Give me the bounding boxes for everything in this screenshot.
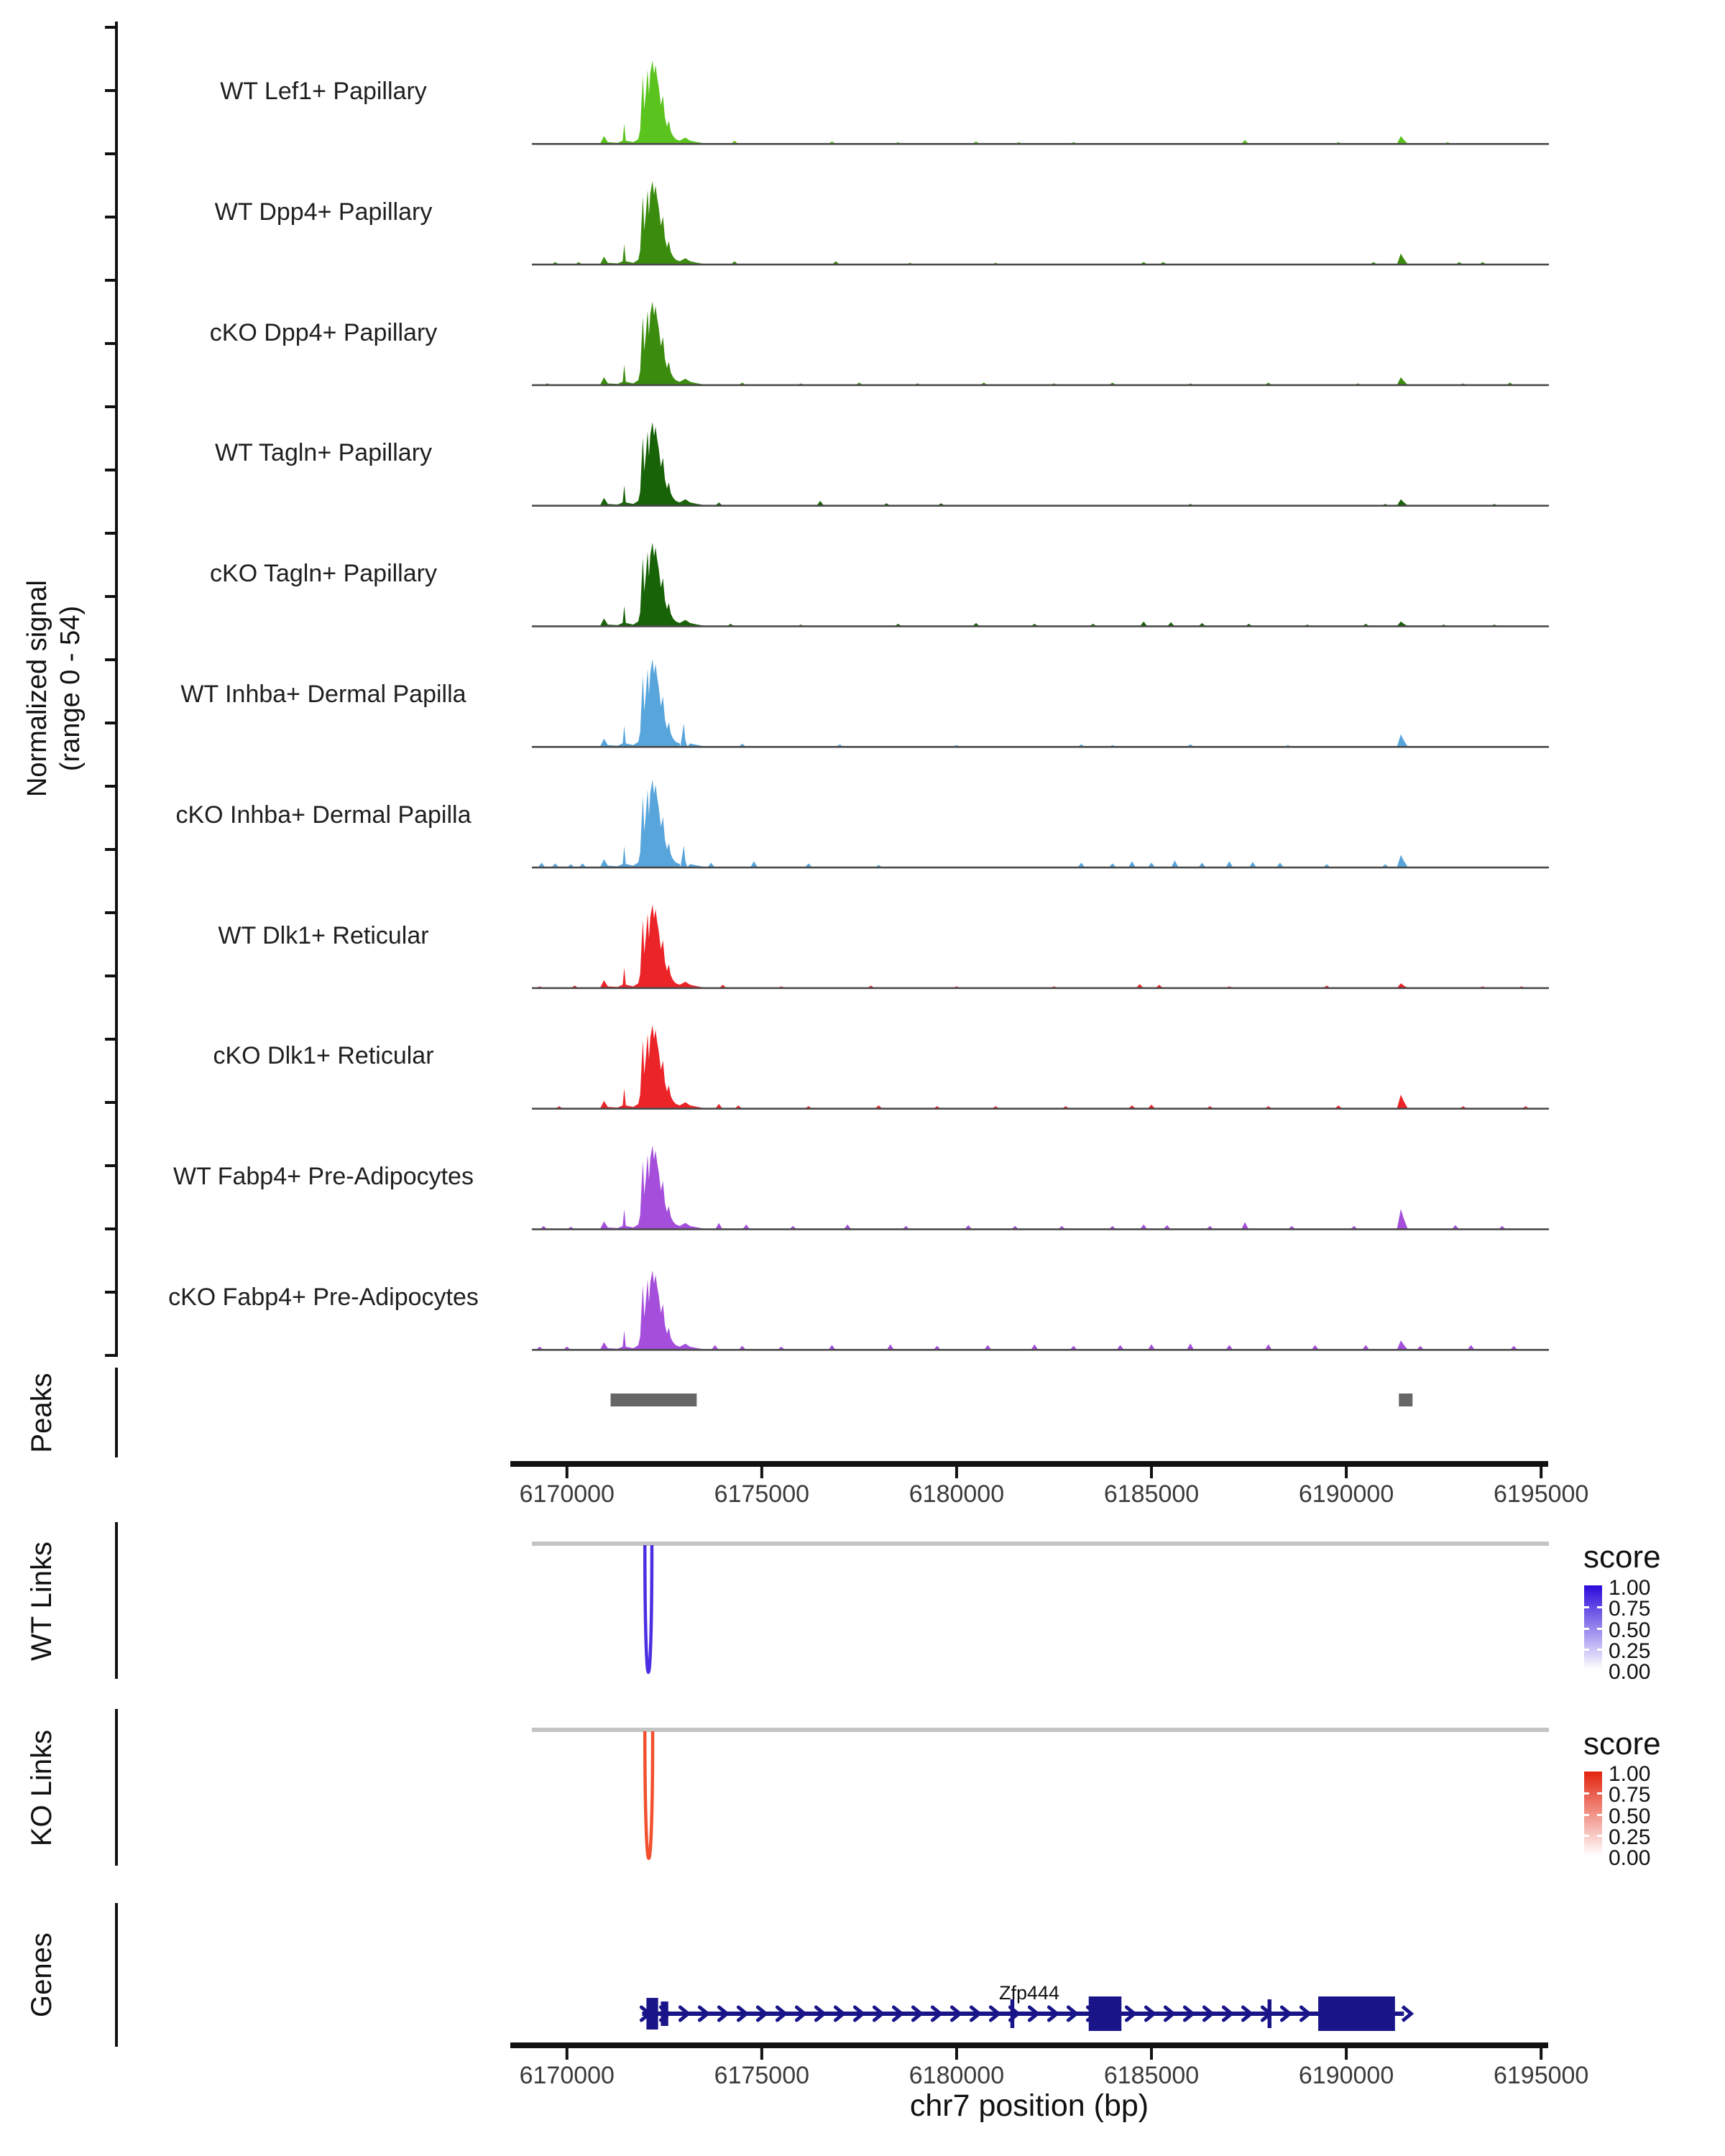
signal-axis-tick — [105, 848, 116, 851]
score-legend-tick — [1584, 1649, 1589, 1651]
signal-axis-tick — [105, 911, 116, 914]
coverage-area-track-9 — [532, 1025, 1549, 1108]
coverage-area-track-3 — [532, 302, 1549, 385]
track-baseline-6 — [532, 746, 1549, 748]
genome-axis-1-tick — [1540, 1467, 1542, 1478]
score-legend-label: 1.00 — [1609, 1762, 1651, 1786]
genome-axis-2-tick — [1345, 2048, 1348, 2060]
track-label-2: WT Dpp4+ Papillary — [214, 198, 433, 226]
coverage-area-track-8 — [532, 905, 1549, 988]
coverage-area-track-10 — [532, 1146, 1549, 1229]
peak-interval-1 — [611, 1393, 697, 1406]
signal-axis-tick — [105, 152, 116, 155]
track-label-10: WT Fabp4+ Pre-Adipocytes — [173, 1163, 474, 1191]
signal-axis-tick — [105, 1354, 116, 1357]
score-legend-tick — [1597, 1792, 1602, 1795]
track-label-6: WT Inhba+ Dermal Papilla — [180, 681, 466, 708]
signal-axis-tick — [105, 26, 116, 29]
genome-axis-2-tick — [1540, 2048, 1542, 2060]
ko-links-panel-label: KO Links — [26, 1729, 58, 1847]
track-baseline-11 — [532, 1349, 1549, 1351]
score-legend-label: 0.00 — [1609, 1660, 1651, 1685]
genome-axis-1-line — [510, 1461, 1548, 1467]
signal-axis-tick — [105, 405, 116, 408]
coverage-area-track-2 — [532, 181, 1549, 264]
score-legend-label: 0.50 — [1609, 1618, 1651, 1642]
genome-axis-2-tick-label: 6195000 — [1493, 2062, 1589, 2089]
coverage-area-track-4 — [532, 422, 1549, 505]
signal-axis-tick — [105, 1227, 116, 1230]
score-legend-label: 0.25 — [1609, 1639, 1651, 1663]
track-label-3: cKO Dpp4+ Papillary — [209, 318, 438, 346]
genes-panel-label: Genes — [26, 1932, 58, 2017]
score-legend-tick — [1597, 1649, 1602, 1651]
genome-axis-1-tick-label: 6190000 — [1298, 1480, 1394, 1508]
genome-axis-1-tick-label: 6185000 — [1103, 1480, 1200, 1508]
track-label-1: WT Lef1+ Papillary — [220, 78, 427, 105]
genome-axis-2-tick — [1150, 2048, 1153, 2060]
genome-axis-1-tick-label: 6195000 — [1493, 1480, 1589, 1508]
score-legend-label: 0.25 — [1609, 1825, 1651, 1849]
peaks-axis-line — [115, 1368, 118, 1457]
signal-axis-line — [115, 22, 118, 1357]
signal-axis-tick — [105, 342, 116, 345]
y-axis-label — [21, 257, 87, 1120]
gene-exon-6 — [1318, 1996, 1395, 2031]
score-legend-tick — [1597, 1606, 1602, 1608]
ko-score-legend-title: score — [1583, 1726, 1661, 1761]
genome-axis-1-tick-label: 6175000 — [714, 1480, 810, 1508]
coverage-area-track-6 — [532, 659, 1549, 747]
genome-axis-1-tick — [760, 1467, 763, 1478]
score-legend-label: 0.75 — [1609, 1597, 1651, 1621]
score-legend-tick — [1584, 1606, 1589, 1608]
genome-axis-2-tick — [760, 2048, 763, 2060]
track-baseline-4 — [532, 505, 1549, 507]
score-legend-tick — [1584, 1792, 1589, 1795]
score-legend-label: 1.00 — [1609, 1576, 1651, 1600]
score-legend-label: 0.50 — [1609, 1804, 1651, 1828]
signal-axis-tick — [105, 595, 116, 598]
gene-exon-1 — [646, 1998, 658, 2030]
ko-links-axis-line — [115, 1709, 118, 1866]
genome-axis-2-tick-label: 6170000 — [519, 2062, 615, 2089]
track-label-8: WT Dlk1+ Reticular — [218, 921, 429, 949]
wt-score-legend-title: score — [1583, 1539, 1661, 1575]
wt-links-axis-line — [115, 1522, 118, 1679]
peaks-panel-label: Peaks — [26, 1373, 58, 1453]
track-baseline-1 — [532, 143, 1549, 145]
signal-axis-tick — [105, 1101, 116, 1104]
score-legend-tick — [1584, 1835, 1589, 1837]
signal-axis-tick — [105, 89, 116, 92]
genome-axis-1-tick-label: 6170000 — [519, 1480, 615, 1508]
signal-axis-tick — [105, 469, 116, 471]
wt-links-baseline — [532, 1542, 1549, 1546]
track-baseline-2 — [532, 264, 1549, 266]
track-baseline-7 — [532, 867, 1549, 869]
signal-axis-tick — [105, 722, 116, 724]
track-baseline-5 — [532, 625, 1549, 627]
gene-name-label: Zfp444 — [998, 1982, 1060, 2004]
signal-axis-tick — [105, 1164, 116, 1167]
signal-axis-tick — [105, 1291, 116, 1294]
coverage-area-track-7 — [532, 780, 1549, 867]
y-axis-label-line1: Normalized signal — [22, 580, 52, 798]
track-label-7: cKO Inhba+ Dermal Papilla — [175, 801, 472, 829]
peak-interval-2 — [1399, 1393, 1412, 1406]
signal-axis-tick — [105, 1038, 116, 1041]
gene-exon-2 — [661, 2001, 668, 2026]
genome-axis-2-line — [510, 2042, 1548, 2048]
track-baseline-8 — [532, 987, 1549, 990]
score-legend-tick — [1597, 1628, 1602, 1630]
signal-axis-tick — [105, 785, 116, 788]
genome-axis-1-tick — [955, 1467, 958, 1478]
x-axis-title: chr7 position (bp) — [909, 2088, 1149, 2123]
genome-axis-1-tick — [1345, 1467, 1348, 1478]
score-legend-label: 0.00 — [1609, 1846, 1651, 1871]
score-legend-tick — [1584, 1628, 1589, 1630]
track-label-5: cKO Tagln+ Papillary — [210, 560, 437, 588]
track-label-11: cKO Fabp4+ Pre-Adipocytes — [168, 1284, 479, 1311]
track-label-9: cKO Dlk1+ Reticular — [213, 1042, 434, 1070]
genome-axis-2-tick-label: 6180000 — [908, 2062, 1005, 2089]
track-baseline-9 — [532, 1107, 1549, 1110]
genome-axis-1-tick-label: 6180000 — [908, 1480, 1005, 1508]
coverage-area-track-5 — [532, 543, 1549, 626]
signal-axis-tick — [105, 658, 116, 661]
score-legend-label: 0.75 — [1609, 1783, 1651, 1807]
genome-axis-1-tick — [1150, 1467, 1153, 1478]
wt-links-panel-label: WT Links — [26, 1542, 58, 1661]
signal-axis-tick — [105, 279, 116, 282]
signal-axis-tick — [105, 532, 116, 535]
signal-axis-tick — [105, 975, 116, 977]
genome-axis-2-tick-label: 6185000 — [1103, 2062, 1200, 2089]
ko-links-link-arc-1 — [645, 1731, 653, 1858]
score-legend-tick — [1597, 1835, 1602, 1837]
y-axis-label-line2: (range 0 - 54) — [55, 605, 86, 772]
signal-axis-tick — [105, 216, 116, 218]
genome-axis-2-tick — [566, 2048, 569, 2060]
genome-axis-2-tick-label: 6175000 — [714, 2062, 810, 2089]
gene-exon-5 — [1268, 1999, 1271, 2028]
track-baseline-3 — [532, 384, 1549, 387]
genome-axis-2-tick-label: 6190000 — [1298, 2062, 1394, 2089]
genome-axis-1-tick — [566, 1467, 569, 1478]
coverage-area-track-1 — [532, 60, 1549, 144]
genes-axis-line — [115, 1903, 118, 2047]
track-label-4: WT Tagln+ Papillary — [214, 439, 433, 467]
score-legend-tick — [1584, 1814, 1589, 1816]
genome-axis-2-tick — [955, 2048, 958, 2060]
score-legend-tick — [1597, 1814, 1602, 1816]
track-baseline-10 — [532, 1228, 1549, 1230]
ko-links-baseline — [532, 1728, 1549, 1732]
coverage-area-track-11 — [532, 1271, 1549, 1350]
wt-links-link-arc-1 — [645, 1545, 652, 1672]
